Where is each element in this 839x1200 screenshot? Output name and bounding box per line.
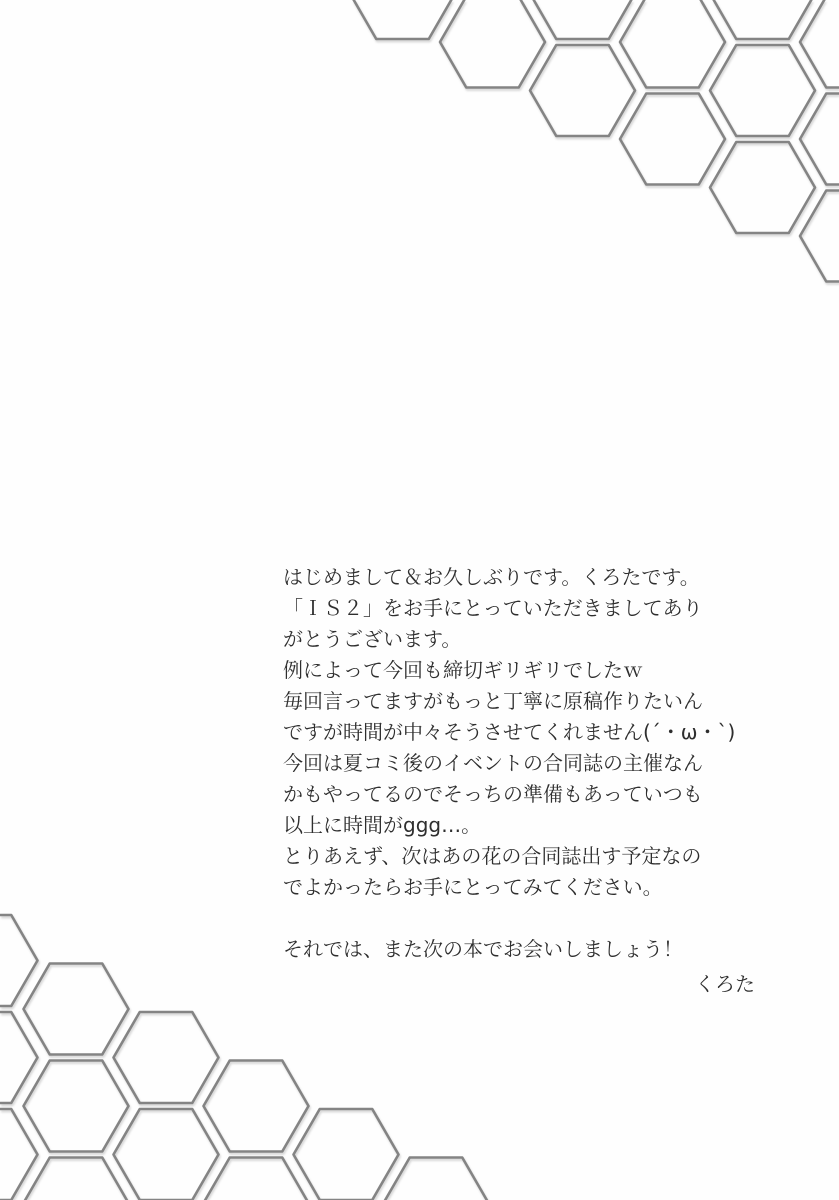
hexagon-outline-icon bbox=[620, 94, 725, 185]
afterword-line: ですが時間が中々そうさせてくれません(´・ω・`) bbox=[283, 720, 736, 744]
author-signature: くろた bbox=[695, 972, 755, 996]
hexagon-outline-icon bbox=[620, 0, 725, 88]
hexagon-outline-icon bbox=[24, 964, 129, 1055]
hexagon-outline-icon bbox=[530, 0, 635, 39]
afterword-closing-line: それでは、また次の本でお会いしましょう！ bbox=[283, 937, 683, 961]
afterword-line: かもやってるのでそっちの準備もあっていつも bbox=[283, 782, 703, 806]
afterword-line: はじめまして＆お久しぶりです。くろたです。 bbox=[283, 565, 700, 589]
hexagon-outline-icon bbox=[114, 1109, 219, 1200]
afterword-line: がとうございます。 bbox=[283, 627, 462, 651]
hexagon-outline-icon bbox=[204, 1061, 309, 1152]
afterword-line: 毎回言ってますがもっと丁寧に原稿作りたいん bbox=[283, 689, 703, 713]
afterword-line: 「ＩＳ２」をお手にとっていただきましてあり bbox=[283, 596, 703, 620]
hexagon-outline-icon bbox=[530, 45, 635, 136]
hexagon-outline-icon bbox=[710, 0, 815, 39]
hexagon-outline-icon bbox=[114, 1012, 219, 1103]
afterword-line: 例によって今回も締切ギリギリでしたｗ bbox=[283, 658, 643, 682]
hexagon-outline-icon bbox=[24, 1061, 129, 1152]
afterword-blank-line bbox=[283, 903, 823, 934]
hexagon-outline-icon bbox=[294, 1109, 399, 1200]
afterword-line: でよかったらお手にとってみてください。 bbox=[283, 875, 663, 899]
honeycomb-pattern-top-right bbox=[350, 0, 839, 282]
afterword-text-block bbox=[283, 562, 823, 1000]
hexagon-outline-icon bbox=[204, 1158, 309, 1200]
hexagon-outline-icon bbox=[710, 142, 815, 233]
hexagon-outline-icon bbox=[710, 45, 815, 136]
afterword-line: 以上に時間がggg…。 bbox=[283, 813, 482, 837]
hexagon-outline-icon bbox=[384, 1158, 489, 1200]
hexagon-outline-icon bbox=[24, 1158, 129, 1200]
hexagon-outline-icon bbox=[350, 0, 455, 39]
afterword-line: とりあえず、次はあの花の合同誌出す予定なの bbox=[283, 844, 702, 868]
hexagon-outline-icon bbox=[440, 0, 545, 88]
afterword-line: 今回は夏コミ後のイベントの合同誌の主催なん bbox=[283, 751, 703, 775]
